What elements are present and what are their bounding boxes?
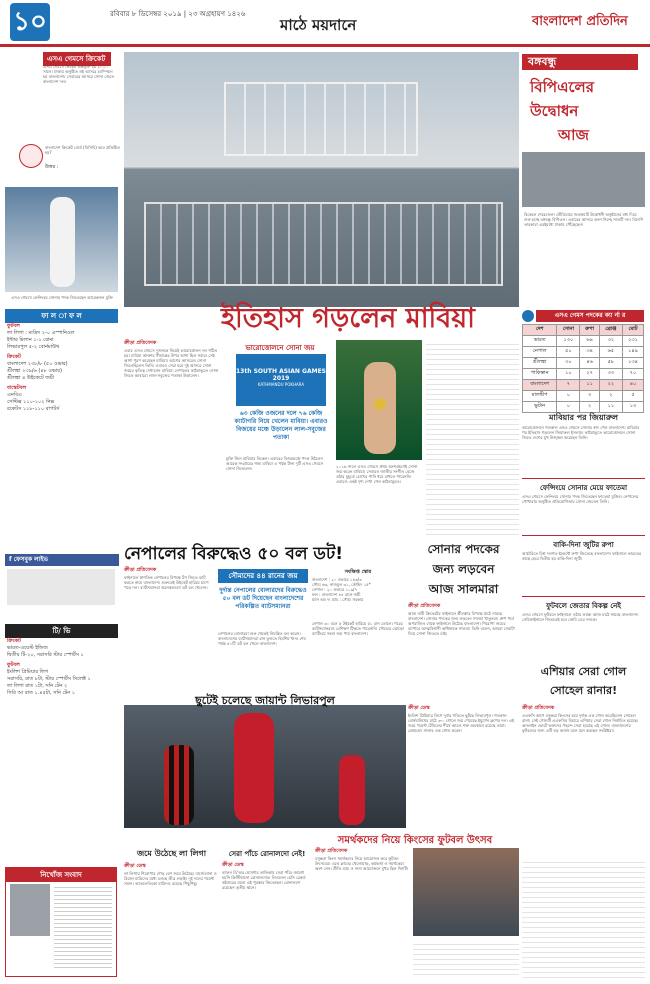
falafal-cricket-title: ক্রিকেট — [7, 354, 21, 360]
falafal-cricket — [7, 354, 117, 382]
falafal-cricket-line: শ্রীলঙ্কা ৪ উইকেটে জয়ী — [7, 375, 55, 381]
falafal-title: ফা ল া ফ ল — [5, 309, 118, 323]
bpl-kicker: বঙ্গবন্ধু — [522, 54, 638, 70]
table-cell: ১৪৯ — [623, 347, 644, 358]
archery-text: আর্চারিতে মিশ্র দলগত ইভেন্টে রুপা জিতেছে বাংলাদেশ। ফাইনালে ভারতের কাছে হেরে দ্বিতীয় হয় বাকি-দিনা জুটি। — [522, 551, 642, 561]
medal-table-header — [523, 325, 644, 336]
right-side-news — [522, 412, 645, 652]
scorecard-title: সংক্ষিপ্ত স্কোর — [344, 569, 372, 575]
tv-football-title: ফুটবল — [7, 662, 20, 668]
ronaldo-title: সেরা পাঁচে রোনালদো নেই! — [228, 850, 306, 858]
liverpool-photo — [124, 705, 406, 828]
col-header: সোনা — [557, 325, 580, 336]
nepal-highlight-box — [218, 569, 308, 695]
nepal-text1: ফাইনালে স্বাগতিক নেপালের বিপক্ষে টস জিতে ব্যাট করতে নামে বাংলাদেশ। শুরুতেই উইকেট হারিয়ে চাপে পড়ে দল। ব্যাটসম্যানরা অনেকগুলো ডট বল খেলেন। — [124, 575, 209, 590]
basketball-line: সেল্টিক্স ১১০-১০২ নিক্স — [7, 399, 55, 405]
scorecard-line: ফল : বাংলাদেশ ৪৪ রানে জয়ী — [312, 592, 361, 597]
table-cell: ০ — [557, 391, 580, 402]
scorecard-line: সৌম্য ৬৩, নাজমুল ৩১, তৌহিদ ১৫* — [312, 582, 371, 587]
table-row — [523, 391, 644, 402]
bcb-logo-icon — [19, 144, 43, 168]
facebook-live-label: ফেসবুক লাইভ — [13, 556, 48, 563]
cricket-box-title: এসএ গেমসে ক্রিকেট — [43, 52, 111, 66]
salma-reporter: ক্রীড়া প্রতিবেদক — [408, 603, 441, 609]
fencer-photo — [5, 187, 118, 292]
table-cell: ভারত — [523, 336, 557, 347]
liverpool-text: ইংলিশ প্রিমিয়ার লিগে দুর্বার গতিতে ছুটছে লিভারপুল। গতকাল বোর্নমাউথের মাঠে ৩-০ গোলে জয় পেয়েছে ইয়ুর্গেন ক্লপের দল। এই জয়ে পয়েন্ট টেবিলের শীর্ষে আরও শক্ত অবস্থানে রয়েছে তারা। মোহামেদ সালাহ এক গোল করেন। — [408, 713, 515, 733]
stadium-photo — [124, 52, 519, 307]
liverpool-story — [408, 705, 519, 830]
falafal-football-line: লিভারপুল ৫-২ বোর্নমাউথ — [7, 344, 60, 350]
table-cell: পাকিস্তান — [523, 369, 557, 380]
table-row — [523, 358, 644, 369]
scorecard-line: ম্যান অব দ্য ম্যাচ : সৌম্য সরকার — [312, 597, 364, 602]
missing-notice-title: নিখোঁজ সংবাদ — [6, 868, 116, 882]
mabia-col1: এবার এসএ গেমসে দুজনকে নিয়েই ভারোত্তোলন দল গঠিত হয়। মাবিয়া আক্তার সীমান্তের উপর আশা ছিল সবার। সেই আশা পূরণ করেছেন মাবিয়া। আগের আসরেও সোনা জিতেছিলেন তিনি। এবারও সেরা হয়ে দুই আসরে সোনা জয়ের কৃতিত্ব দেখালেন মাবিয়া। নেপালের কাঠমান্ডুতে সোনা জিতে আবারো লাল-সবুজের পতাকা উড়ালেন। — [124, 348, 219, 378]
tv-title: টি/ ভি — [5, 624, 118, 638]
kings-extra-text — [413, 940, 519, 978]
table-row — [523, 347, 644, 358]
falafal-list — [7, 323, 117, 413]
mabia-reporter: ক্রীড়া প্রতিবেদক — [124, 340, 157, 346]
stage-truss — [224, 82, 418, 156]
laliga-text: লা লিগায় শিরোপার দৌড় বেশ জমে উঠেছে। বার্সেলোনা ও রিয়াল মাদ্রিদের মধ্যে চলছে তীব্র লড়াই। দুই দলের পয়েন্ট সমান। আতলেতিকো মাদ্রিদও রয়েছে পিছুপিছু। — [124, 871, 217, 886]
ronaldo-reporter: ক্রীড়া ডেস্ক — [222, 862, 244, 868]
table-cell: ৪৬ — [580, 358, 599, 369]
table-cell: ১১ — [580, 380, 599, 391]
table-cell: ৬৯ — [580, 336, 599, 347]
sohel-text: এএফসি কাপে বসুন্ধরা কিংসের হয়ে দুর্দান্ত এক গোল করেছিলেন সোহেল রানা। সেই গোলটি এএফসির বিচারে এশিয়ার সেরা গোল নির্বাচিত হয়েছে। অনলাইন ভোটে ভক্তদের পছন্দে সেরা হয়েছে এই গোল। বাংলাদেশের ফুটবলের জন্য এটি বড় অর্জন বলে মনে করছেন সংশ্লিষ্টরা। — [522, 713, 639, 733]
basketball-line: এনবিএ — [7, 392, 22, 398]
table-cell: ৩৪ — [580, 347, 599, 358]
fencing-title: ফেন্সিংয়ে সোনার মেয়ে ফাতেমা — [539, 484, 628, 492]
nepal-box-title: সৌম্যদের ৪৪ রানের জয় — [218, 569, 308, 583]
cricket-box-text: এসএ গেমসে ক্রিকেট অন্তর্ভুক্ত হয় ২০১০ সালে। ঢাকায় অনুষ্ঠিত ওই আসরে চ্যাম্পিয়ন হয় বাংলাদেশ। সেবারের আসরে সোনা জেতে বাংলাদেশ দল। — [43, 64, 115, 84]
bpl-title-line1: বিপিএলের — [530, 78, 594, 96]
kings-story — [315, 848, 410, 978]
falafal-basketball — [7, 385, 117, 413]
football-side-title: ফুটবলে জেতার বিকল্প নেই — [546, 602, 621, 610]
col-header: ব্রোঞ্জ — [599, 325, 622, 336]
page-header — [0, 0, 650, 46]
sag-logo-sub: KATHMANDU POKHARA — [257, 382, 305, 387]
gold-medal-icon — [374, 398, 386, 410]
kings-photo — [413, 848, 519, 936]
table-cell: নেপাল — [523, 347, 557, 358]
table-row — [523, 336, 644, 347]
table-cell: ৩৩ — [599, 369, 622, 380]
table-row — [523, 369, 644, 380]
salma-title-line1: সোনার পদকের — [427, 542, 500, 556]
table-cell: ৩০ — [557, 358, 580, 369]
mabia-photo — [336, 340, 422, 460]
nepal-story — [124, 541, 404, 699]
sag-small-logo — [522, 310, 534, 322]
nepal-text3: নেপাল ৩০ বলে ৫ উইকেট হারিয়ে ৫১ রান তোলে। পরের ব্যাটসম্যানরাও বেশিক্ষণ টিকতে পারেননি। সৌম্যের ঝোড়ো ব্যাটিংয়ে সহজ জয় পায় বাংলাদেশ। — [312, 621, 404, 636]
laliga-story — [124, 848, 219, 978]
divider — [522, 596, 645, 597]
falafal-cricket-line: শ্রীলঙ্কা ২৩৯/৬ (৪৮ ওভার) — [7, 368, 62, 374]
table-cell: ১০ — [557, 369, 580, 380]
medal-table-box — [522, 310, 645, 410]
salma-text: আজ নারী ক্রিকেটের ফাইনালে শ্রীলঙ্কার বিপক্ষে মাঠে নামছে বাংলাদেশ। সোনার পদকের জন্য লড়বেন সালমা খাতুনরা। গ্রুপ পর্বে অপরাজিত থেকে ফাইনালে উঠেছে বাংলাদেশ। শিরোপা জয়ের ব্যাপারে আত্মবিশ্বাসী অধিনায়ক সালমা। তিনি বলেন, আমরা সেরাটা দিয়ে সোনা জিততে চাই। — [408, 611, 515, 636]
quiz-answer — [45, 164, 59, 172]
col-header: রুপা — [580, 325, 599, 336]
mabia-col4 — [426, 340, 519, 536]
table-cell: ২ — [599, 391, 622, 402]
medal-table — [522, 324, 644, 413]
laliga-title: জমে উঠেছে লা লিগা — [136, 849, 207, 858]
page-number: ১০ — [10, 3, 50, 41]
table-cell: ২ — [580, 402, 599, 413]
newspaper-logo: বাংলাদেশ প্রতিদিন — [532, 14, 628, 29]
player-stripe-figure — [164, 745, 194, 825]
falafal-cricket-line: বাংলাদেশ ২৩৮/৮ (৫০ ওভার) — [7, 361, 68, 367]
sag-logo-text: 13th SOUTH ASIAN GAMES 2019 — [236, 368, 326, 382]
table-cell: ১৩০ — [557, 336, 580, 347]
nepal-headline: নেপালের বিরুদ্ধেও ৫০ বল ডট! — [124, 544, 343, 564]
facebook-icon: f — [9, 556, 14, 563]
liverpool-reporter: ক্রীড়া ডেস্ক — [408, 705, 430, 711]
mabia-col3: ২০১৬ সালে এসএ গেমসে প্রথম অংশগ্রহণেই সোনা জয় করেন মাবিয়া। সেবারও জাতীয় সংগীত বেজে ওঠার মুহূর্তে চোখের পানি ধরে রাখতে পারেননি। এবারও একই দৃশ্য দেখা গেল কাঠমান্ডুতে। — [336, 464, 418, 484]
table-cell: ৫০ — [557, 347, 580, 358]
falafal-football-line: লা লিগা : মাদ্রিদ ২-০ এস্পানিওল — [7, 330, 75, 336]
kings-reporter: ক্রীড়া প্রতিবেদক — [315, 848, 348, 854]
table-cell: ২৩১ — [623, 336, 644, 347]
quiz-answer-label: উত্তর : — [45, 164, 59, 170]
table-cell: ১১ — [599, 402, 622, 413]
bpl-box — [522, 52, 645, 307]
nepal-text2: নেপালের বোলাররা শুরু থেকেই নিয়ন্ত্রিত বল করেন। বাংলাদেশের ব্যাটসম্যানরা রান তুলতে হিমশিম খান। শেষ পর্যন্ত ৫০টি ডট বল খেলে বাংলাদেশ। — [218, 631, 306, 646]
player-back-figure — [339, 755, 365, 825]
nepal-reporter: ক্রীড়া প্রতিবেদক — [124, 567, 157, 573]
left-column — [5, 52, 120, 977]
sohel-story — [522, 655, 645, 855]
bpl-photo — [522, 152, 645, 207]
falafal-football — [7, 323, 117, 351]
table-cell: বাংলাদেশ — [523, 380, 557, 391]
tv-line: সরাসরি, রাত ৮টা, স্টার স্পোর্টস সিলেক্ট ১ — [7, 676, 91, 682]
divider — [522, 535, 645, 536]
facebook-live-banner[interactable] — [5, 554, 119, 566]
archery-title: বাকি-দিনা জুটির রুপা — [553, 541, 614, 549]
table-cell: ১৩৪ — [623, 358, 644, 369]
stage-truss-lower — [144, 202, 503, 286]
table-cell: ৭ — [557, 380, 580, 391]
table-cell: ২৭ — [580, 369, 599, 380]
col-header: দেশ — [523, 325, 557, 336]
mabia-col2: মুক্তি জিন মাবিয়ার বিকেল। এবারের বিজয়মঞ্চে পদক উঠলেন আরেক সংগ্রামের গল্প। মাবিয়া এ পর্যন্ত টানা দুটি এসএ গেমসে সোনা জিতলেন। — [226, 456, 324, 471]
laliga-reporter: ক্রীড়া ডেস্ক — [124, 863, 146, 869]
salma-story — [408, 541, 519, 701]
col-header: মোট — [623, 325, 644, 336]
scorecard-line: বাংলাদেশ : ২০ ওভারে ১৫৩/৩ — [312, 577, 362, 582]
sohel-title-line1: এশিয়ার সেরা গোল — [540, 665, 627, 678]
tv-line: লা লিগা রাত ১টা, সনি টেন ২ — [7, 683, 68, 689]
bpl-title-line2: উদ্বোধন — [530, 102, 579, 120]
main-headline: ইতিহাস গড়লেন মাবিয়া — [220, 303, 476, 334]
table-cell: ১৩ — [623, 402, 644, 413]
table-cell: শ্রীলঙ্কা — [523, 358, 557, 369]
mabia-badge: ভারোত্তোলনে সোনা জয় — [245, 344, 315, 352]
ronaldo-story — [222, 848, 312, 978]
table-row — [523, 402, 644, 413]
table-cell: ৩ — [580, 391, 599, 402]
table-cell: ৬৫ — [599, 347, 622, 358]
falafal-football-line: ইন্টার মিলান ১-১ রোমা — [7, 337, 54, 343]
nepal-box-text: দুর্দান্ত নেপালের বোলারদের বিরুদ্ধেও ৫০ বল ডট দিয়েছেন বাংলাদেশের পরিকল্পিত ব্যাটসম্যানরা — [219, 587, 307, 610]
table-row — [523, 380, 644, 391]
table-cell: ৩২ — [599, 336, 622, 347]
fencer-figure — [50, 197, 75, 287]
table-cell: মালদ্বীপ — [523, 391, 557, 402]
sohel-extra-text — [522, 858, 645, 978]
medal-table-title: এসএ গেমস পদকের ক্যা র্না র — [536, 310, 644, 322]
table-cell: ৪০ — [623, 380, 644, 391]
table-cell: ০ — [557, 402, 580, 413]
tv-line: সিরি আ রাত ১.৪৫টা, সনি টেন ১ — [7, 690, 76, 696]
mabia-story — [124, 340, 519, 538]
basketball-line: রকেটস ১১৮-১১০ রাপটর্স — [7, 406, 60, 412]
falafal-football-title: ফুটবল — [7, 323, 20, 329]
salma-title-line3: আজ সালমারা — [428, 582, 499, 596]
bpl-text: বিকেলে শেরেবাংলা স্টেডিয়ামে জমজমাট উদ্বোধনী অনুষ্ঠানের মধ্য দিয়ে শুরু হচ্ছে বঙ্গবন্ধু বিপিএল। এবারের আসরে অংশ নিচ্ছে সাতটি দল। বিদেশি তারকারা এরইমধ্যে ঢাকায় পৌঁছেছেন। — [524, 212, 643, 227]
table-cell: ৫ — [623, 391, 644, 402]
missing-notice — [5, 867, 117, 977]
ronaldo-text: ব্যালন ডি'অর ঘোষণার তালিকায় সেরা পাঁচে জায়গা হয়নি ক্রিস্টিয়ানো রোনালদোর। লিওনেল মেসি রেকর্ড ষষ্ঠবারের মতো এই পুরস্কার জিতেছেন। রোনালদো রয়েছেন তৃতীয় স্থানে। — [222, 870, 306, 890]
section-title: মাঠে ময়দানে — [280, 16, 357, 34]
salma-title-line2: জন্য লড়বেন — [432, 562, 495, 576]
sohel-title-line2: সোহেল রানার! — [549, 684, 618, 697]
fencer-caption: এসএ গেমসে ফেন্সিংয়ে সোনার পদক জিতেছেন আরেকজন মুক্তি — [11, 295, 113, 300]
jiarul-title: মাবিয়ার পর জিয়ারুল — [549, 413, 618, 422]
missing-person-photo — [10, 884, 50, 936]
table-cell: ৭০ — [623, 369, 644, 380]
scorecard — [312, 569, 404, 619]
bpl-title-line3: আজ — [558, 126, 589, 144]
kings-text: বসুন্ধরা কিংস সমর্থকদের নিয়ে আয়োজন করে ফুটবল উৎসবের। এতে ক্লাবের খেলোয়াড়, কর্মকর্তা ও সমর্থকেরা অংশ নেন। প্রীতি ম্যাচ ও নানা আয়োজনে মুখর ছিল দিনটি। — [315, 856, 409, 871]
fencing-text: এসএ গেমসে ফেন্সিংয়ে সোনার পদক জিতেছেন ফাতেমা মুজিব। নেপালের পোখারায় অনুষ্ঠিত প্রতিযোগিতায় সোনা জেতেন তিনি। — [522, 494, 639, 504]
tv-cricket-title: ক্রিকেট — [7, 638, 21, 644]
jiarul-text: ভারোত্তোলনে গতকাল এসএ গেমসে সোনার স্বাদ পেল বাংলাদেশ। মাবিয়ার পর ইতিহাস গড়লেন জিয়ারুল ইসলাম। কাঠমান্ডুতে ভারোত্তোলনে সোনা জিতে দেশের মুখ উজ্জ্বল করেছেন তিনি। — [522, 425, 640, 440]
quiz-question: বাংলাদেশ ক্রিকেট বোর্ড (বিসিবি) কবে প্রতিষ্ঠিত হয়? — [45, 145, 120, 155]
basketball-title: বাস্কেটবল — [7, 385, 27, 391]
scorecard-line: নেপাল : ২০ ওভারে ১০৯/৭ — [312, 587, 358, 592]
divider — [522, 478, 645, 479]
mabia-stat: ৬৩ কেজি ওজনের দলে ৭৬ কেজি ক্যাটাগরি নিয়ে খেলেন মাবিয়া। এবারও বিজয়ের মঞ্চে উড়ালেন লাল-সবুজের পতাকা — [234, 410, 328, 441]
tv-line: ইংলিশ প্রিমিয়ার লিগ — [7, 669, 48, 675]
sohel-reporter: ক্রীড়া প্রতিবেদক — [522, 705, 555, 711]
header-date: রবিবার ৮ ডিসেম্বর ২০১৯ | ২৩ অগ্রহায়ণ ১৪২৬ — [110, 10, 246, 18]
table-cell: ভুটান — [523, 402, 557, 413]
facebook-live-text — [7, 569, 115, 609]
sag-logo — [236, 354, 326, 406]
tv-line: দ্বিতীয় টি-২০, সরাসরি স্টার স্পোর্টস ১ — [7, 652, 84, 658]
table-cell: ৫৮ — [599, 358, 622, 369]
football-side-text: এসএ গেমসে ফুটবলে ফাইনালে ওঠার লক্ষ্যে আজ মাঠে নামছে বাংলাদেশ। সেমিফাইনালে জিততেই হবে জেমি ডের দলকে। — [522, 612, 639, 622]
kings-headline: সমর্থকদের নিয়ে কিংসের ফুটবল উৎসব — [337, 835, 493, 846]
player-red-figure — [234, 713, 274, 823]
tv-listing — [7, 638, 117, 697]
liverpool-title: ছুটেই চলেছে জায়ান্ট লিভারপুল — [195, 694, 335, 707]
header-divider — [0, 44, 650, 47]
missing-notice-body — [54, 884, 112, 970]
table-cell: ২২ — [599, 380, 622, 391]
tv-line: ভারত-ওয়েস্ট ইন্ডিজ — [7, 645, 48, 651]
